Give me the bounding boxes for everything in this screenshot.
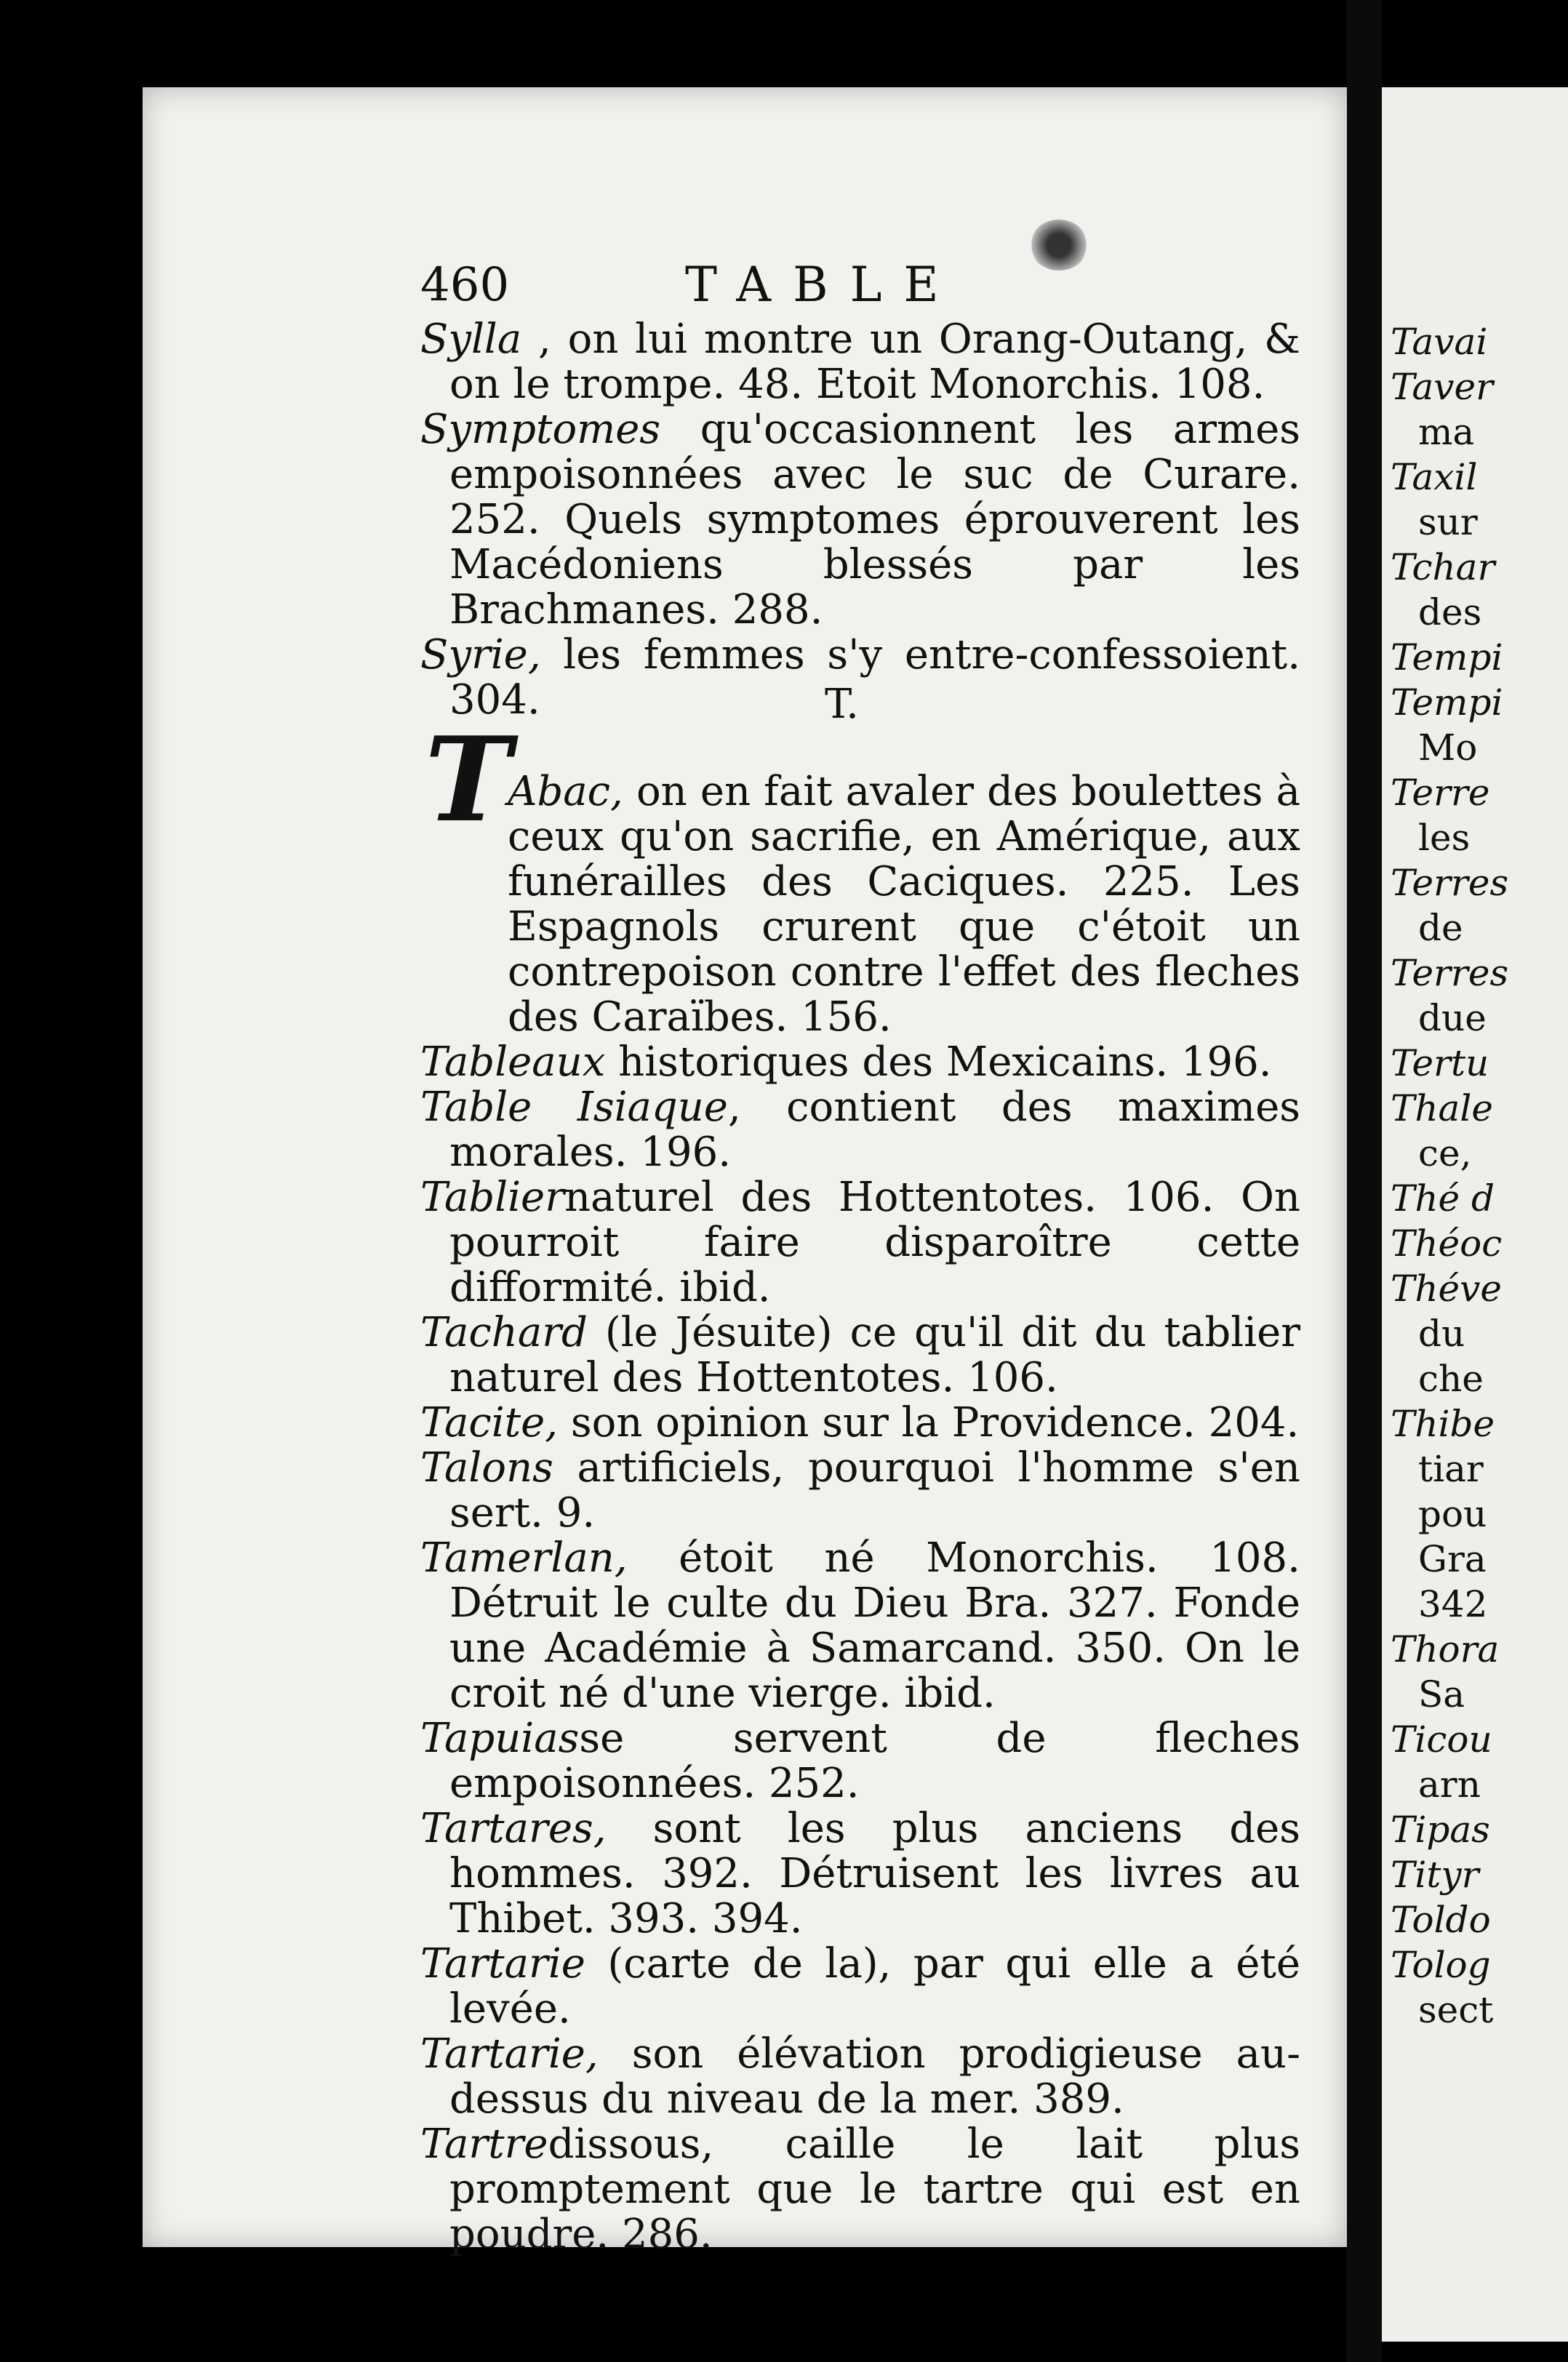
facing-line: Théve bbox=[1391, 1268, 1502, 1310]
index-entries-s bbox=[420, 317, 1300, 723]
index-entry: Sylla , on lui montre un Orang-Outang, & on le trompe. 48. Etoit Monorchis. 108. bbox=[420, 316, 1300, 408]
facing-line: due bbox=[1418, 997, 1487, 1039]
facing-line: Tempi bbox=[1391, 681, 1503, 724]
index-entry: Tacite, son opinion sur la Providence. 204. bbox=[420, 1399, 1300, 1446]
facing-line: Tavai bbox=[1391, 321, 1488, 363]
facing-line: Thale bbox=[1391, 1087, 1493, 1129]
index-entry: Talons artificiels, pourquoi l'homme s'en sert. 9. bbox=[420, 1444, 1300, 1537]
index-entry: Table Isiaque, contient des maximes morales. 196. bbox=[420, 1084, 1300, 1176]
facing-line: Tipas bbox=[1391, 1809, 1490, 1851]
facing-line: Toldo bbox=[1391, 1899, 1491, 1941]
facing-line: che bbox=[1418, 1358, 1484, 1400]
running-title: TABLE bbox=[685, 257, 961, 313]
facing-line: Terres bbox=[1391, 952, 1509, 994]
facing-line: Thé d bbox=[1391, 1177, 1495, 1220]
facing-line: Théoc bbox=[1391, 1222, 1503, 1265]
facing-line: sect bbox=[1418, 1989, 1494, 2031]
facing-line: arn bbox=[1418, 1764, 1481, 1806]
index-entry: Tabliernaturel des Hottentotes. 106. On pourroit faire disparoître cette difformité. ibid. bbox=[420, 1174, 1300, 1311]
facing-line: Tityr bbox=[1391, 1854, 1479, 1896]
facing-line: Ticou bbox=[1391, 1718, 1492, 1761]
facing-line: Tchar bbox=[1391, 546, 1495, 588]
facing-line: des bbox=[1418, 591, 1482, 633]
index-entry: Tartarie (carte de la), par qui elle a été levée. bbox=[420, 1940, 1300, 2033]
page-number: 460 bbox=[420, 258, 510, 312]
facing-line: Tolog bbox=[1391, 1944, 1491, 1986]
facing-line: Tertu bbox=[1391, 1042, 1489, 1084]
facing-line: ce, bbox=[1418, 1132, 1472, 1174]
facing-line: sur bbox=[1418, 501, 1478, 543]
facing-line: Thora bbox=[1391, 1628, 1500, 1670]
facing-line: Taxil bbox=[1391, 456, 1478, 498]
index-entry: Tartarie, son élévation prodigieuse au-dessus du niveau de la mer. 389. bbox=[420, 2030, 1300, 2123]
index-entry: Tableaux historiques des Mexicains. 196. bbox=[420, 1038, 1272, 1086]
facing-page-fragment bbox=[1382, 87, 1568, 2342]
facing-line: pou bbox=[1418, 1493, 1487, 1535]
index-entry: Tartredissous, caille le lait plus promptement que le tartre qui est en poudre. 286. bbox=[420, 2121, 1300, 2258]
index-entry: Tapuiasse servent de fleches empoisonnées. 252. bbox=[420, 1715, 1300, 1807]
index-entry: Syrie, les femmes s'y entre-confessoient. 304. bbox=[420, 631, 1300, 724]
facing-line: Tempi bbox=[1391, 636, 1503, 678]
index-entries-t bbox=[420, 769, 1300, 2257]
index-entry: Tartares, sont les plus anciens des hommes. 392. Détruisent les livres au Thibet. 393. 394. bbox=[420, 1805, 1300, 1942]
facing-line: Mo bbox=[1418, 726, 1478, 769]
facing-line: Taver bbox=[1391, 366, 1494, 408]
facing-line: Terre bbox=[1391, 772, 1490, 814]
facing-line: du bbox=[1418, 1313, 1465, 1355]
index-entry: Tachard (le Jésuite) ce qu'il dit du tablier naturel des Hottentotes. 106. bbox=[420, 1309, 1300, 1401]
index-entry: Abac, on en fait avaler des boulettes à ceux qu'on sacrifie, en Amérique, aux funérailles des Caciques. 225. Les Espagnols crurent que c'étoit un contrepoison contre l'effet des fleches des Caraïbes. 156. bbox=[508, 768, 1300, 1041]
facing-line: Gra bbox=[1418, 1538, 1487, 1580]
facing-line: tiar bbox=[1418, 1448, 1484, 1490]
facing-line: les bbox=[1418, 817, 1471, 859]
facing-line: Sa bbox=[1418, 1673, 1465, 1716]
index-entry: Tamerlan, étoit né Monorchis. 108. Détruit le culte du Dieu Bra. 327. Fonde une Académie à Samarcand. 350. On le croit né d'une vierge. ibid. bbox=[420, 1534, 1300, 1717]
facing-line: de bbox=[1418, 907, 1463, 949]
facing-line: Terres bbox=[1391, 862, 1509, 904]
drop-cap: T bbox=[425, 711, 512, 848]
facing-line: ma bbox=[1418, 411, 1475, 453]
book-gutter bbox=[1347, 0, 1382, 2362]
facing-line: 342 bbox=[1418, 1583, 1488, 1625]
page-header bbox=[420, 256, 1293, 314]
section-letter-heading: T. bbox=[825, 681, 859, 728]
index-entry: Symptomes qu'occasionnent les armes empoisonnées avec le suc de Curare. 252. Quels symptomes éprouverent les Macédoniens blessés par les Brachmanes. 288. bbox=[420, 406, 1300, 633]
facing-line: Thibe bbox=[1391, 1403, 1495, 1445]
